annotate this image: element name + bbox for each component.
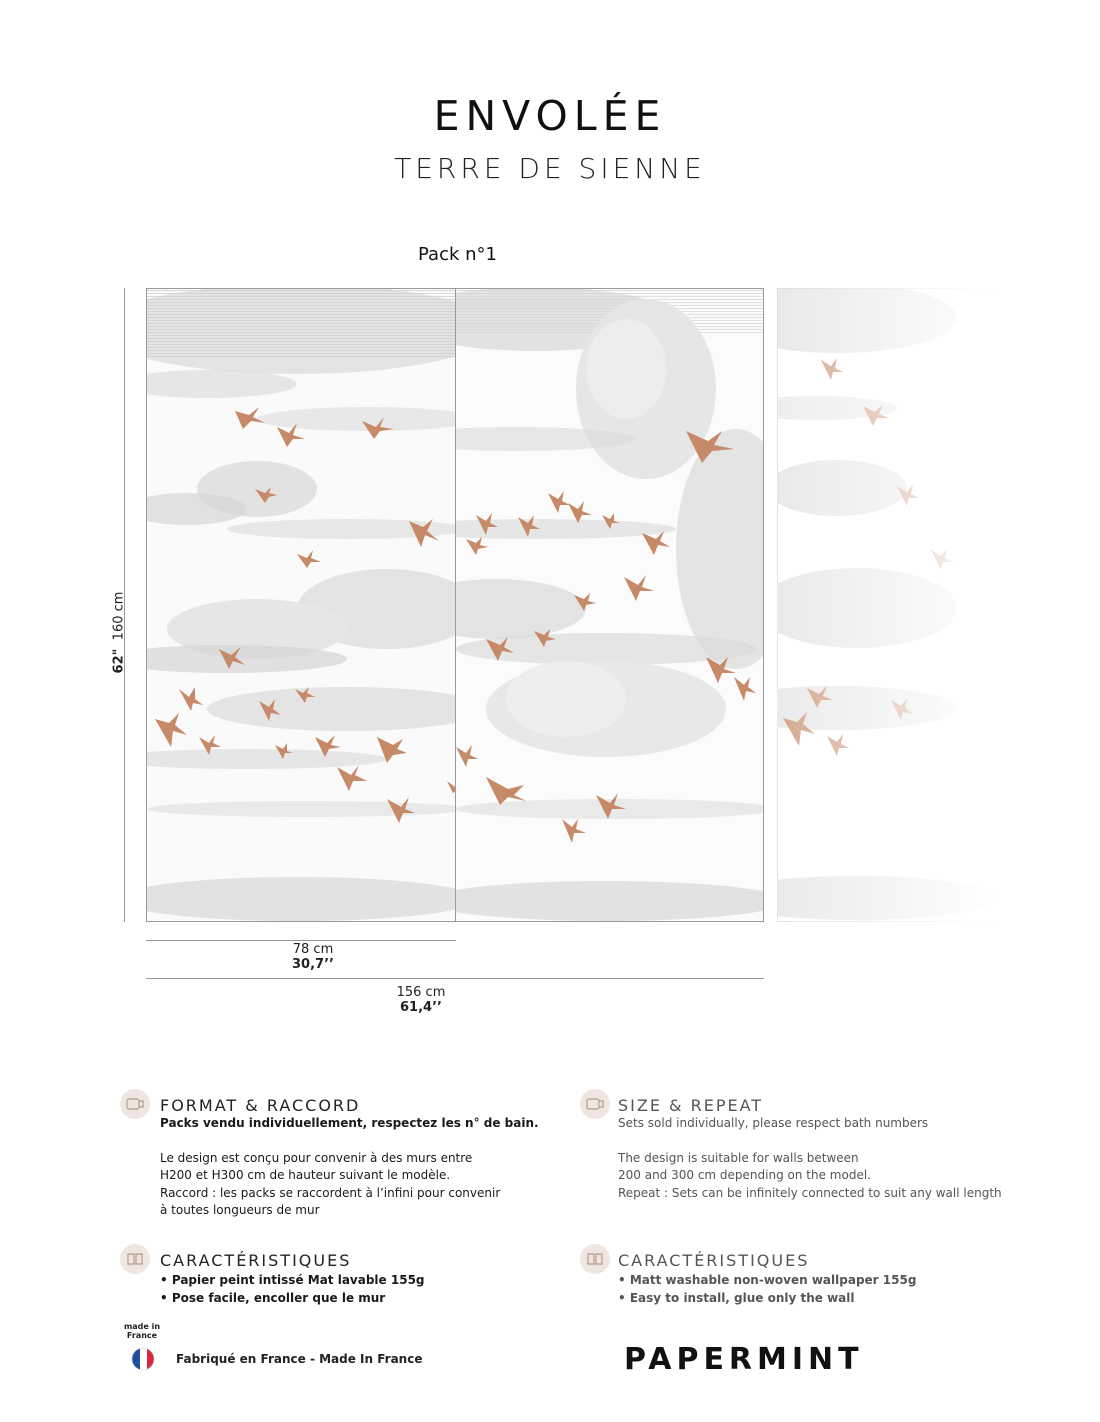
panel-width-line	[146, 940, 456, 941]
format-body-en	[618, 1115, 1018, 1202]
format-line1-en: Sets sold individually, please respect bath numbers	[618, 1116, 929, 1130]
format-para-fr-1: Le design est conçu pour convenir à des murs entre	[160, 1150, 473, 1165]
specs-item-fr-2: • Pose facile, encoller que le mur	[160, 1290, 386, 1305]
made-in-france-badge	[123, 1333, 163, 1383]
format-para-en-1: The design is suitable for walls between	[618, 1150, 859, 1165]
badge-text: made in France	[123, 1322, 161, 1340]
specs-item-en-1: • Matt washable non-woven wallpaper 155g	[618, 1273, 917, 1287]
fade-overlay	[777, 288, 1001, 922]
format-para-fr-3: Raccord : les packs se raccordent à l’infini pour convenir	[160, 1185, 501, 1200]
panel-width-label	[230, 942, 396, 972]
book-icon	[580, 1244, 610, 1274]
format-line1-fr: Packs vendu individuellement, respectez les n° de bain.	[160, 1116, 539, 1130]
total-width-label	[338, 985, 504, 1015]
product-colorway: TERRE DE SIENNE	[394, 152, 706, 185]
height-metric: 160 cm	[111, 591, 127, 641]
wallpaper-panel-3-preview	[777, 288, 1001, 922]
made-in-france-text: Fabriqué en France - Made In France	[176, 1352, 423, 1366]
book-icon	[120, 1244, 150, 1274]
format-title-en: SIZE & REPEAT	[618, 1096, 764, 1115]
height-dimension-label	[111, 592, 126, 674]
brand-logo: PAPERMINT	[624, 1342, 864, 1377]
format-para-en-3: Repeat : Sets can be infinitely connected to suit any wall length	[618, 1185, 1002, 1200]
format-para-en-2: 200 and 300 cm depending on the model.	[618, 1168, 871, 1182]
format-body-fr	[160, 1115, 540, 1220]
specs-item-en-2: • Easy to install, glue only the wall	[618, 1290, 855, 1305]
panel-width-metric: 78 cm	[292, 942, 334, 957]
product-title: ENVOLÉE	[433, 92, 667, 140]
sky-illustration-1	[147, 289, 456, 922]
specs-item-fr-1: • Papier peint intissé Mat lavable 155g	[160, 1273, 425, 1287]
height-imperial: 62"	[111, 648, 127, 674]
specs-body-en	[618, 1272, 1018, 1307]
format-title-fr: FORMAT & RACCORD	[160, 1096, 361, 1115]
specs-title-en: CARACTÉRISTIQUES	[618, 1251, 810, 1270]
format-para-fr-4: à toutes longueurs de mur	[160, 1203, 320, 1217]
total-width-imperial: 61,4’’	[400, 1000, 442, 1015]
specs-title-fr: CARACTÉRISTIQUES	[160, 1251, 352, 1270]
panel-width-imperial: 30,7’’	[292, 957, 334, 972]
pack-label: Pack n°1	[418, 244, 497, 265]
wallpaper-panel-2	[455, 288, 764, 922]
roll-icon	[120, 1089, 150, 1119]
total-width-metric: 156 cm	[396, 985, 446, 1000]
specs-body-fr	[160, 1272, 540, 1307]
roll-icon	[580, 1089, 610, 1119]
sky-illustration-2	[456, 289, 764, 922]
format-para-fr-2: H200 et H300 cm de hauteur suivant le modèle.	[160, 1168, 451, 1182]
total-width-line	[146, 978, 764, 979]
wallpaper-panel-1	[146, 288, 456, 922]
